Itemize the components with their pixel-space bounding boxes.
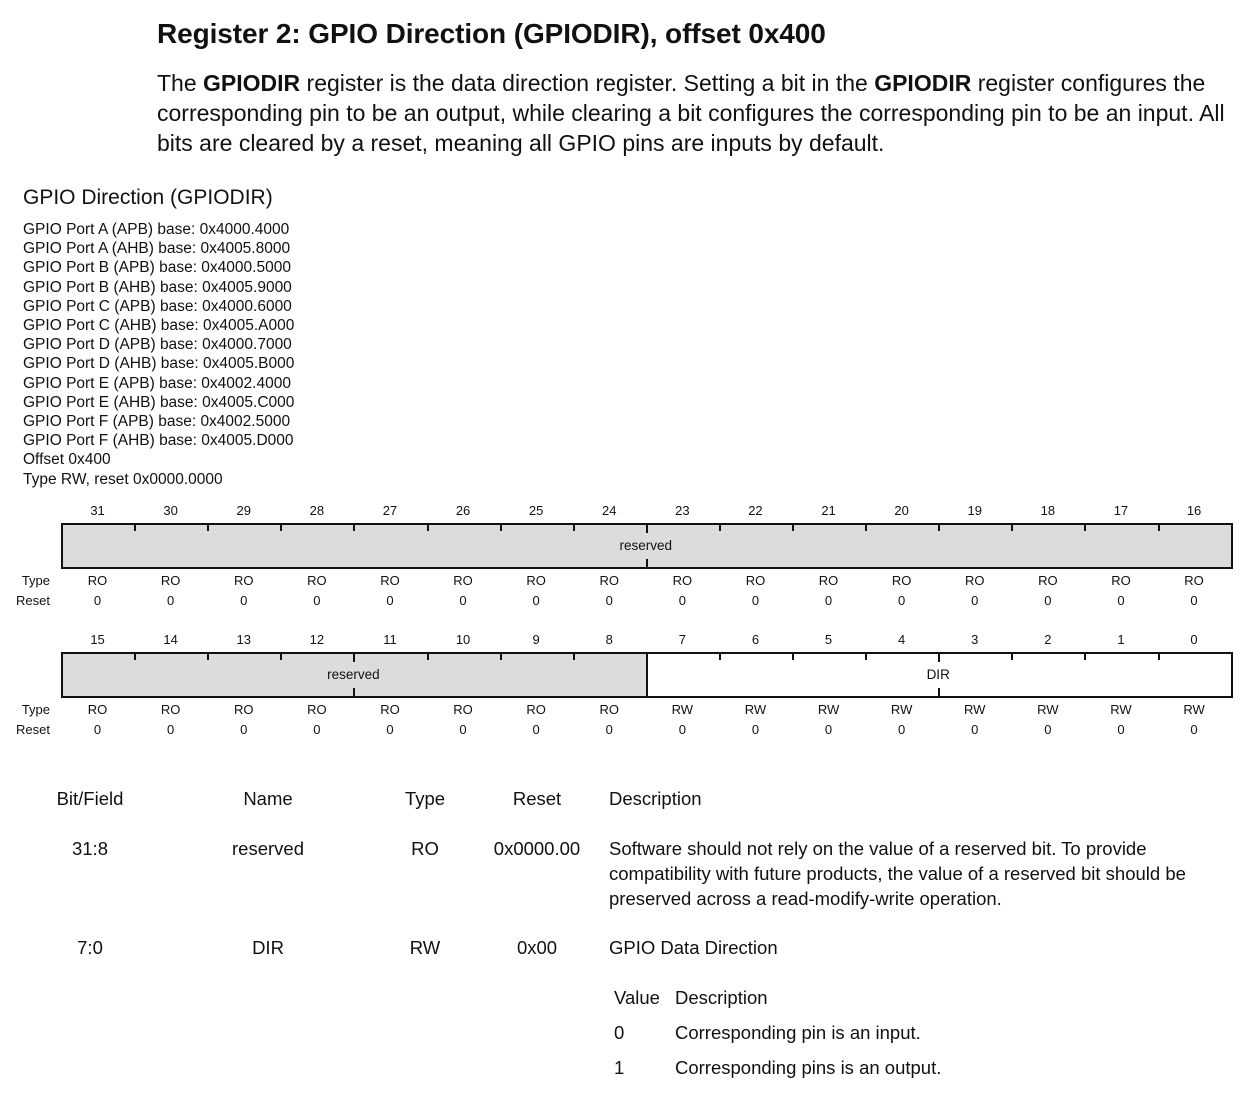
bit-type: RW [1110, 702, 1132, 717]
register-info-line: GPIO Port F (AHB) base: 0x4005.D000 [23, 432, 294, 450]
bit-tick [353, 688, 355, 698]
bit-tick [1158, 523, 1160, 531]
header-description: Description [609, 788, 702, 809]
bit-tick [865, 652, 867, 660]
bit-type: RO [307, 702, 327, 717]
bit-number: 2 [1044, 632, 1052, 647]
bit-number: 10 [455, 632, 471, 647]
bit-tick [646, 559, 648, 569]
bit-tick [134, 652, 136, 660]
bit-tick [134, 523, 136, 531]
intro-text-2: register is the data direction register. Setting a bit in the [300, 70, 875, 96]
bit-tick [427, 523, 429, 531]
row-reset: 0x00 [516, 937, 558, 958]
bit-reset: 0 [1044, 593, 1052, 608]
row-name: DIR [252, 937, 284, 958]
bit-tick [938, 652, 940, 662]
bit-reset: 0 [93, 593, 102, 608]
bit-reset: 0 [1190, 593, 1198, 608]
bit-number: 28 [309, 503, 325, 518]
register-title: GPIO Direction (GPIODIR) [23, 186, 273, 209]
bit-type: RW [890, 702, 913, 717]
bit-type: RO [1184, 573, 1204, 588]
bit-number: 23 [675, 503, 690, 518]
bit-number: 14 [163, 632, 178, 647]
bit-number: 12 [309, 632, 325, 647]
bit-number: 16 [1186, 503, 1202, 518]
bit-number: 27 [382, 503, 398, 518]
row-description: GPIO Data Direction [609, 937, 778, 958]
bit-number: 9 [532, 632, 540, 647]
bit-type: RO [87, 573, 108, 588]
type-row-label: Type [21, 573, 50, 588]
bit-tick [1158, 652, 1160, 660]
intro-paragraph [157, 68, 1242, 158]
bit-reset: 0 [240, 593, 248, 608]
bit-type: RO [160, 702, 181, 717]
bit-reset: 0 [1190, 722, 1198, 737]
row-reset: 0x0000.00 [493, 838, 581, 859]
bit-reset: 0 [824, 593, 833, 608]
bit-type: RW [744, 702, 767, 717]
bit-tick [280, 652, 282, 660]
bit-tick [646, 523, 648, 533]
bit-reset: 0 [678, 593, 686, 608]
bit-tick [792, 652, 794, 660]
bit-number: 8 [605, 632, 613, 647]
bit-reset: 0 [1117, 722, 1125, 737]
bit-tick [719, 523, 721, 531]
bit-reset: 0 [605, 593, 613, 608]
bit-number: 20 [894, 503, 909, 518]
register-info-line: GPIO Port A (AHB) base: 0x4005.8000 [23, 240, 291, 258]
value-header-description: Description [675, 987, 768, 1008]
bit-reset: 0 [386, 593, 394, 608]
register-info-line: GPIO Port C (APB) base: 0x4000.6000 [23, 297, 292, 315]
register-info-line: GPIO Port A (APB) base: 0x4000.4000 [23, 221, 290, 238]
bit-reset: 0 [459, 593, 467, 608]
value-header-value: Value [614, 987, 660, 1008]
intro-text-1: The [157, 70, 204, 96]
bit-type: RO [380, 702, 400, 717]
bit-type: RO [891, 573, 912, 588]
bit-tick [1084, 652, 1086, 660]
reset-row-label: Reset [16, 722, 50, 737]
bit-reset: 0 [678, 722, 686, 737]
intro-register-name-2: GPIODIR [874, 70, 972, 96]
bit-type: RW [817, 702, 840, 717]
bit-reset: 0 [824, 722, 833, 737]
bit-number: 1 [1117, 632, 1125, 647]
bit-type: RO [87, 702, 108, 717]
row-name: reserved [232, 838, 304, 859]
bit-reset: 0 [386, 722, 394, 737]
register-info-line: GPIO Port C (AHB) base: 0x4005.A000 [23, 317, 295, 335]
bit-tick [280, 523, 282, 531]
bit-number: 5 [824, 632, 833, 647]
intro-register-name-1: GPIODIR [203, 70, 301, 96]
register-info-line: GPIO Port F (APB) base: 0x4002.5000 [23, 413, 291, 431]
value-row-description: Corresponding pins is an output. [675, 1057, 942, 1078]
bit-number: 6 [751, 632, 760, 647]
register-info-line: Offset 0x400 [23, 451, 111, 469]
register-info-line: Type RW, reset 0x0000.0000 [23, 470, 223, 488]
bit-type: RO [526, 573, 546, 588]
bit-number: 31 [90, 503, 105, 518]
row-description: Software should not rely on the value of a reserved bit. To provide compatibility with future products, the value of a reserved bit should be preserved across a read-modify-write operation. [609, 838, 1186, 909]
bit-tick [207, 652, 209, 660]
bit-type: RW [1037, 702, 1059, 717]
bit-tick [719, 652, 721, 660]
bit-tick [1011, 652, 1013, 660]
bit-type: RW [1183, 702, 1205, 717]
bit-number: 25 [528, 503, 544, 518]
bit-number: 29 [236, 503, 251, 518]
bit-number: 11 [383, 632, 397, 647]
bit-reset: 0 [751, 722, 760, 737]
bit-reset: 0 [605, 722, 613, 737]
reset-row-label: Reset [16, 593, 50, 608]
bit-number: 17 [1113, 503, 1129, 518]
bit-type: RO [1038, 573, 1058, 588]
bit-reset: 0 [898, 593, 906, 608]
bit-tick [500, 523, 502, 531]
bit-type: RO [1111, 573, 1131, 588]
bit-reset: 0 [240, 722, 248, 737]
bit-number: 0 [1190, 632, 1198, 647]
bit-number: 19 [967, 503, 982, 518]
register-info-line: GPIO Port E (APB) base: 0x4002.4000 [23, 374, 291, 392]
bit-type: RO [672, 573, 693, 588]
bit-reset: 0 [167, 722, 175, 737]
bit-tick [573, 523, 575, 531]
page-title: Register 2: GPIO Direction (GPIODIR), offset 0x400 [157, 18, 826, 49]
bit-number: 26 [455, 503, 471, 518]
field-label: reserved [619, 538, 673, 553]
value-row-value: 0 [614, 1022, 625, 1043]
header-type: Type [404, 788, 446, 809]
field-label: DIR [926, 667, 950, 682]
bit-reset: 0 [93, 722, 102, 737]
row-type: RW [409, 937, 441, 958]
bit-reset: 0 [971, 593, 979, 608]
bit-type: RO [818, 573, 839, 588]
header-reset: Reset [512, 788, 562, 809]
bit-tick [353, 652, 355, 662]
bit-reset: 0 [167, 593, 175, 608]
bit-number: 18 [1040, 503, 1056, 518]
bit-type: RO [526, 702, 546, 717]
bit-reset: 0 [1044, 722, 1052, 737]
bit-reset: 0 [532, 593, 540, 608]
bit-reset: 0 [459, 722, 467, 737]
bit-tick [207, 523, 209, 531]
bit-type: RO [160, 573, 181, 588]
register-info [23, 220, 294, 489]
bit-number: 21 [821, 503, 836, 518]
header-name: Name [243, 788, 293, 809]
bit-tick [1011, 523, 1013, 531]
bit-reset: 0 [751, 593, 760, 608]
row-bitfield: 7:0 [77, 937, 103, 958]
field-label: reserved [327, 667, 380, 682]
bit-number: 3 [971, 632, 979, 647]
bit-tick [500, 652, 502, 660]
bit-type: RO [965, 573, 985, 588]
bit-tick [792, 523, 794, 531]
row-bitfield: 31:8 [71, 838, 108, 859]
bit-number: 7 [678, 632, 686, 647]
bit-tick [1084, 523, 1086, 531]
register-info-line: GPIO Port E (AHB) base: 0x4005.C000 [23, 393, 295, 411]
bit-number: 4 [898, 632, 906, 647]
bit-tick [573, 652, 575, 660]
bit-reset: 0 [313, 593, 321, 608]
bit-number: 30 [163, 503, 178, 518]
bit-type: RW [671, 702, 694, 717]
bit-number: 15 [90, 632, 105, 647]
value-row-description: Corresponding pin is an input. [675, 1022, 921, 1043]
bit-tick [427, 652, 429, 660]
bit-tick [353, 523, 355, 531]
bit-number: 22 [748, 503, 763, 518]
bit-reset: 0 [971, 722, 979, 737]
bit-type: RO [380, 573, 400, 588]
value-row-value: 1 [614, 1057, 625, 1078]
bit-number: 13 [236, 632, 251, 647]
row-type: RO [411, 838, 439, 859]
bit-number: 24 [602, 503, 617, 518]
register-info-line: GPIO Port D (AHB) base: 0x4005.B000 [23, 355, 295, 373]
bit-tick [865, 523, 867, 531]
bit-tick [938, 523, 940, 531]
bit-reset: 0 [1117, 593, 1125, 608]
header-bitfield: Bit/Field [56, 788, 124, 809]
bit-type: RO [307, 573, 327, 588]
bit-type: RO [745, 573, 766, 588]
bit-type: RW [964, 702, 986, 717]
bit-type: RO [453, 573, 473, 588]
bit-reset: 0 [898, 722, 906, 737]
register-info-line: GPIO Port D (APB) base: 0x4000.7000 [23, 336, 292, 354]
bit-type: RO [234, 702, 254, 717]
register-info-line: GPIO Port B (APB) base: 0x4000.5000 [23, 259, 291, 277]
bit-reset: 0 [313, 722, 321, 737]
bit-type: RO [234, 573, 254, 588]
bit-type: RO [599, 702, 619, 717]
bit-tick [938, 688, 940, 698]
register-info-line: GPIO Port B (AHB) base: 0x4005.9000 [23, 278, 292, 296]
bit-type: RO [599, 573, 619, 588]
intro-text-3: register configures the corresponding pin to be an output, while clearing a bit configures the corresponding pin to be an input. All bits are cleared by a reset, meaning all GPIO pins are inputs by default. [157, 70, 1225, 156]
bit-type: RO [453, 702, 473, 717]
bit-reset: 0 [532, 722, 540, 737]
type-row-label: Type [21, 702, 50, 717]
